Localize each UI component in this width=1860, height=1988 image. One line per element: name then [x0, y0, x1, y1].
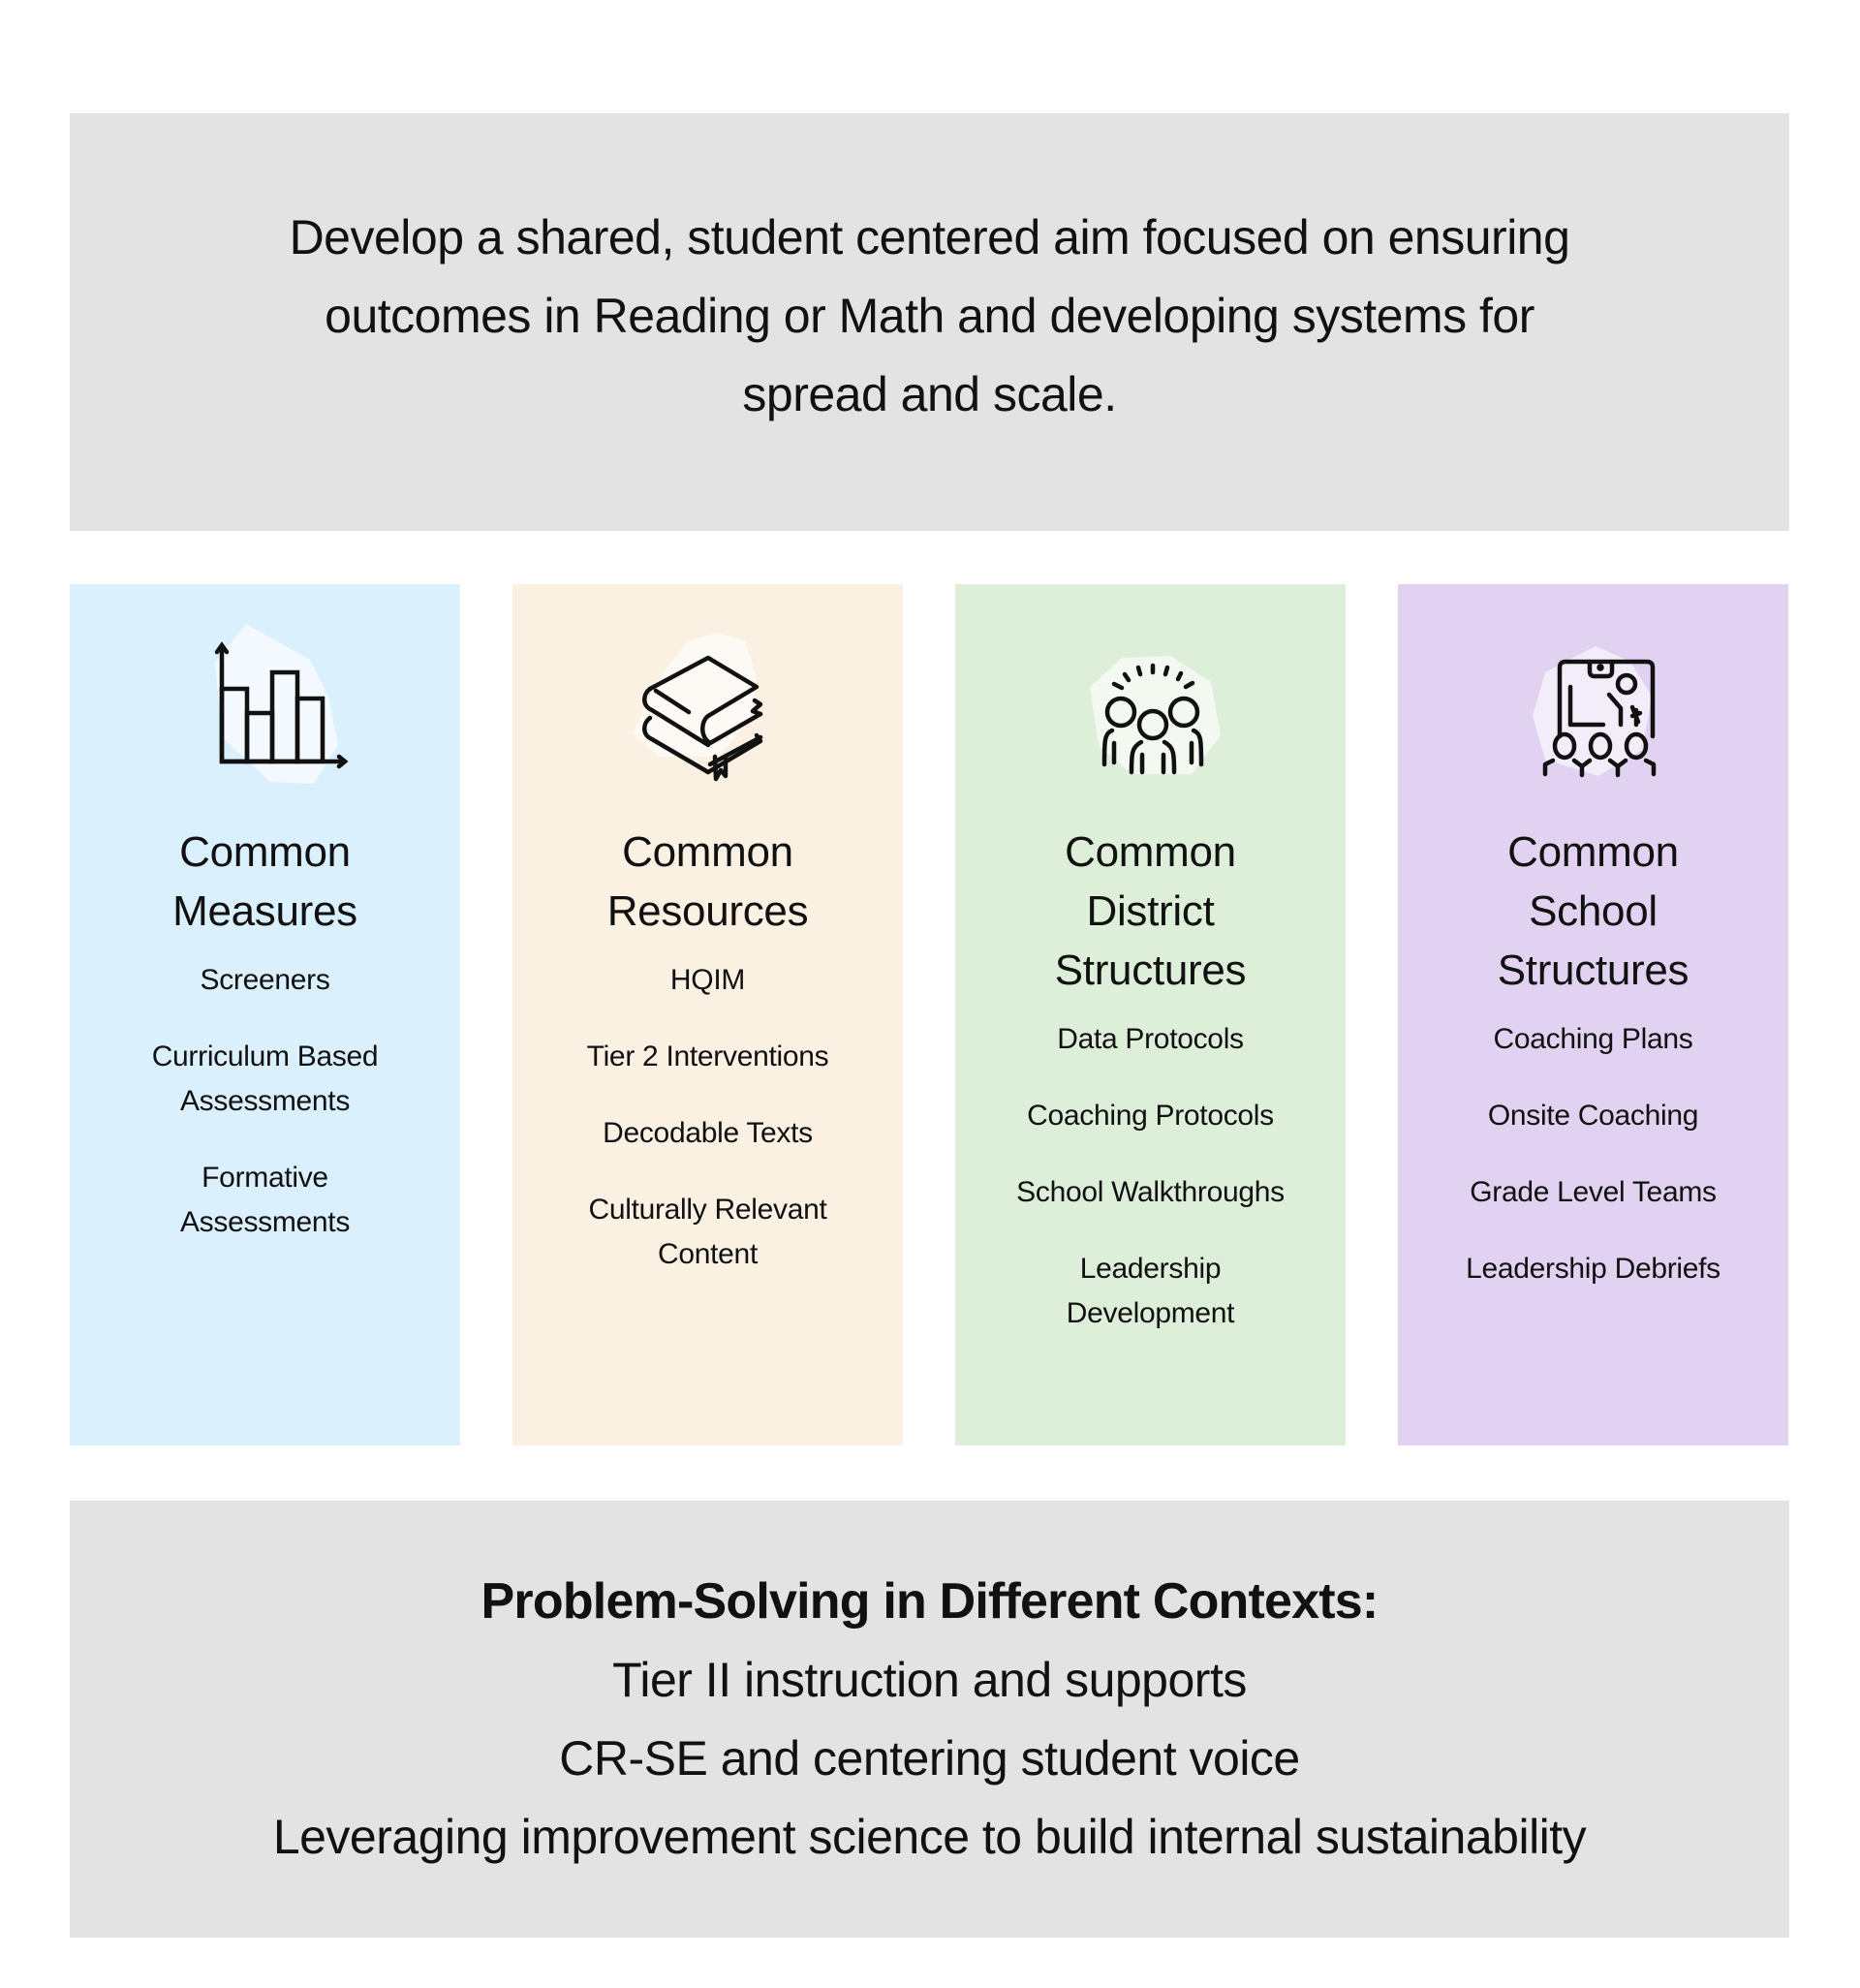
- list-item: Data Protocols: [1057, 1023, 1244, 1055]
- list-item: Decodable Texts: [603, 1117, 813, 1149]
- presentation-icon: [1506, 619, 1681, 793]
- list-item: Onsite Coaching: [1487, 1100, 1699, 1132]
- list-item: Coaching Protocols: [1027, 1100, 1274, 1132]
- books-icon: [621, 619, 795, 793]
- team-icon: [1064, 619, 1238, 793]
- list-item: Curriculum Based Assessments: [151, 1041, 379, 1117]
- problem-solving-line: Tier II instruction and supports: [612, 1652, 1247, 1707]
- bar-chart-icon: [178, 619, 353, 793]
- list-item: Leadership Development: [1066, 1253, 1235, 1329]
- card-common-resources: [512, 584, 903, 1445]
- list-item: Leadership Debriefs: [1466, 1253, 1720, 1285]
- list-item: Coaching Plans: [1493, 1023, 1693, 1055]
- problem-solving-heading: Problem-Solving in Different Contexts:: [480, 1572, 1379, 1630]
- list-item: HQIM: [669, 964, 746, 996]
- card-common-measures: [70, 584, 460, 1445]
- card-title: Common Measures: [172, 828, 357, 935]
- list-item: Tier 2 Interventions: [586, 1041, 829, 1072]
- problem-solving-box: [70, 1501, 1789, 1938]
- card-item-list: [130, 958, 401, 1277]
- problem-solving-line: Leveraging improvement science to build internal sustainability: [272, 1809, 1587, 1864]
- list-item: Formative Assessments: [179, 1162, 351, 1238]
- list-item: Grade Level Teams: [1470, 1176, 1717, 1208]
- card-common-school-structures: [1398, 584, 1788, 1445]
- problem-solving-line: CR-SE and centering student voice: [559, 1730, 1300, 1786]
- aim-statement-text: Develop a shared, student centered aim focused on ensuring outcomes in Reading or Math and developing systems for spread and scale.: [289, 210, 1570, 421]
- card-item-list: [1466, 1017, 1720, 1323]
- card-common-district-structures: [955, 584, 1346, 1445]
- list-item: Screeners: [200, 964, 330, 996]
- card-title: Common District Structures: [1054, 828, 1247, 994]
- card-item-list: [563, 958, 853, 1309]
- card-item-list: [1016, 1017, 1285, 1368]
- card-title: Common School Structures: [1497, 828, 1690, 994]
- aim-statement-box: [70, 113, 1789, 531]
- card-title: Common Resources: [606, 828, 809, 935]
- list-item: Culturally Relevant Content: [588, 1194, 827, 1270]
- list-item: School Walkthroughs: [1016, 1176, 1285, 1208]
